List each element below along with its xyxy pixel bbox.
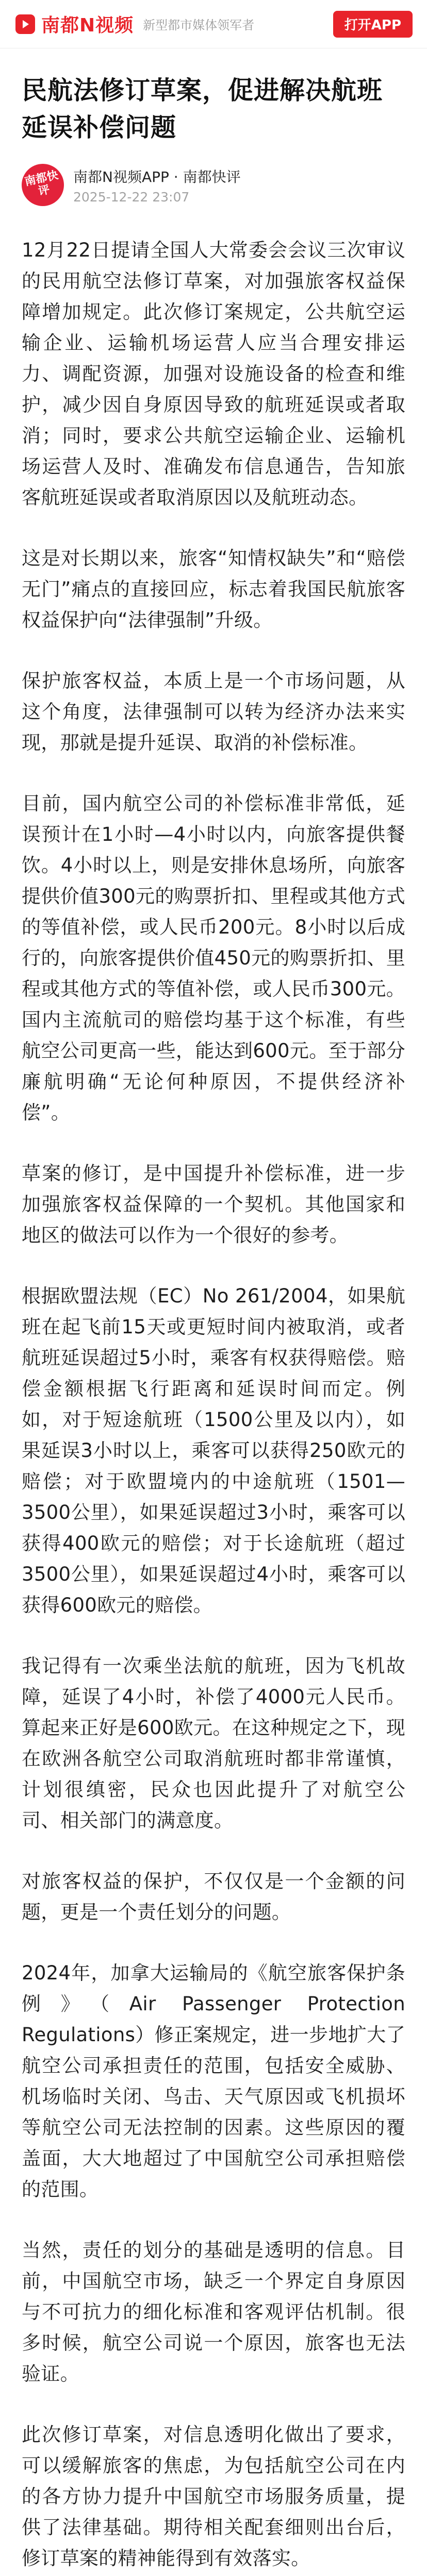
top-bar	[0, 0, 427, 48]
play-icon	[19, 18, 31, 30]
paragraph: 12月22日提请全国人大常委会会议三次审议的民用航空法修订草案，对加强旅客权益保障增加规定。此次修订案规定，公共航空运输企业、运输机场运营人应当合理安排运力、调配资源，加强对设施设备的检查和维护，减少因自身原因导致的航班延误或者取消；同时，要求公共航空运输企业、运输机场运营人及时、准确发布信息通告，告知旅客航班延误或者取消原因以及航班动态。	[22, 239, 405, 509]
author-name[interactable]: 南都N视频APP · 南都快评	[73, 168, 241, 185]
avatar-text: 南都快评	[23, 168, 60, 198]
paragraph: 我记得有一次乘坐法航的航班，因为飞机故障，延误了4小时，补偿了4000元人民币。算起来正好是600欧元。在这种规定之下，现在欧洲各航空公司取消航班时都非常谨慎，计划很缜密，民众也因此提升了对航空公司、相关部门的满意度。	[22, 1655, 405, 1832]
paragraph: 目前，国内航空公司的补偿标准非常低，延误预计在1小时—4小时以内，向旅客提供餐饮。4小时以上，则是安排休息场所，向旅客提供价值300元的购票折扣、里程或其他方式的等值补偿，或人民币200元。8小时以后成行的，向旅客提供价值450元的购票折扣、里程或其他方式的等值补偿，或人民币300元。国内主流航司的赔偿均基于这个标准，有些航空公司更高一些，能达到600元。至于部分廉航明确“无论何种原因，不提供经济补偿”。	[22, 792, 405, 1124]
paragraph: 根据欧盟法规（EC）No 261/2004，如果航班在起飞前15天或更短时间内被取消，或者航班延误超过5小时，乘客有权获得赔偿。赔偿金额根据飞行距离和延误时间而定。例如，对于短途航班（1500公里及以内），如果延误3小时以上，乘客可以获得250欧元的赔偿；对于欧盟境内的中途航班（1501—3500公里），如果延误超过3小时，乘客可以获得400欧元的赔偿；对于长途航班（超过3500公里），如果延误超过4小时，乘客可以获得600欧元的赔偿。	[22, 1285, 405, 1616]
paragraph: 这是对长期以来，旅客“知情权缺失”和“赔偿无门”痛点的直接回应，标志着我国民航旅客权益保护向“法律强制”升级。	[22, 547, 405, 631]
author-info	[73, 166, 405, 205]
brand-slogan: 新型都市媒体领军者	[143, 18, 255, 32]
article-body	[22, 235, 405, 2576]
article	[0, 72, 427, 2576]
paragraph: 草案的修订，是中国提升补偿标准，进一步加强旅客权益保障的一个契机。其他国家和地区的做法可以作为一个很好的参考。	[22, 1162, 405, 1246]
publish-date: 2025-12-22 23:07	[73, 189, 190, 205]
paragraph: 保护旅客权益，本质上是一个市场问题，从这个角度，法律强制可以转为经济办法来实现，那就是提升延误、取消的补偿标准。	[22, 670, 405, 754]
paragraph: 当然，责任的划分的基础是透明的信息。目前，中国航空市场，缺乏一个界定自身原因与不可抗力的细化标准和客观评估机制。很多时候，航空公司说一个原因，旅客也无法验证。	[22, 2239, 405, 2385]
article-title: 民航法修订草案，促进解决航班延误补偿问题	[22, 76, 383, 142]
brand-name: 南都N视频	[41, 15, 134, 36]
open-app-button[interactable]: 打开APP	[333, 11, 413, 38]
paragraph: 此次修订草案，对信息透明化做出了要求，可以缓解旅客的焦虑，为包括航空公司在内的各方协力提升中国航空市场服务质量，提供了法律基础。期待相关配套细则出台后，修订草案的精神能得到有效落实。	[22, 2424, 405, 2569]
paragraph: 对旅客权益的保护，不仅仅是一个金额的问题，更是一个责任划分的问题。	[22, 1870, 405, 1923]
author-row	[22, 164, 405, 206]
paragraph: 2024年，加拿大运输局的《航空旅客保护条例》（Air Passenger Protection Regulations）修正案规定，进一步地扩大了航空公司承担责任的范围，包括安全威胁、机场临时关闭、鸟击、天气原因或飞机损坏等航空公司无法控制的因素。这些原因的覆盖面，大大地超过了中国航空公司承担赔偿的范围。	[22, 1962, 405, 2200]
avatar[interactable]	[22, 164, 64, 206]
brand-logo-icon[interactable]	[15, 14, 35, 34]
